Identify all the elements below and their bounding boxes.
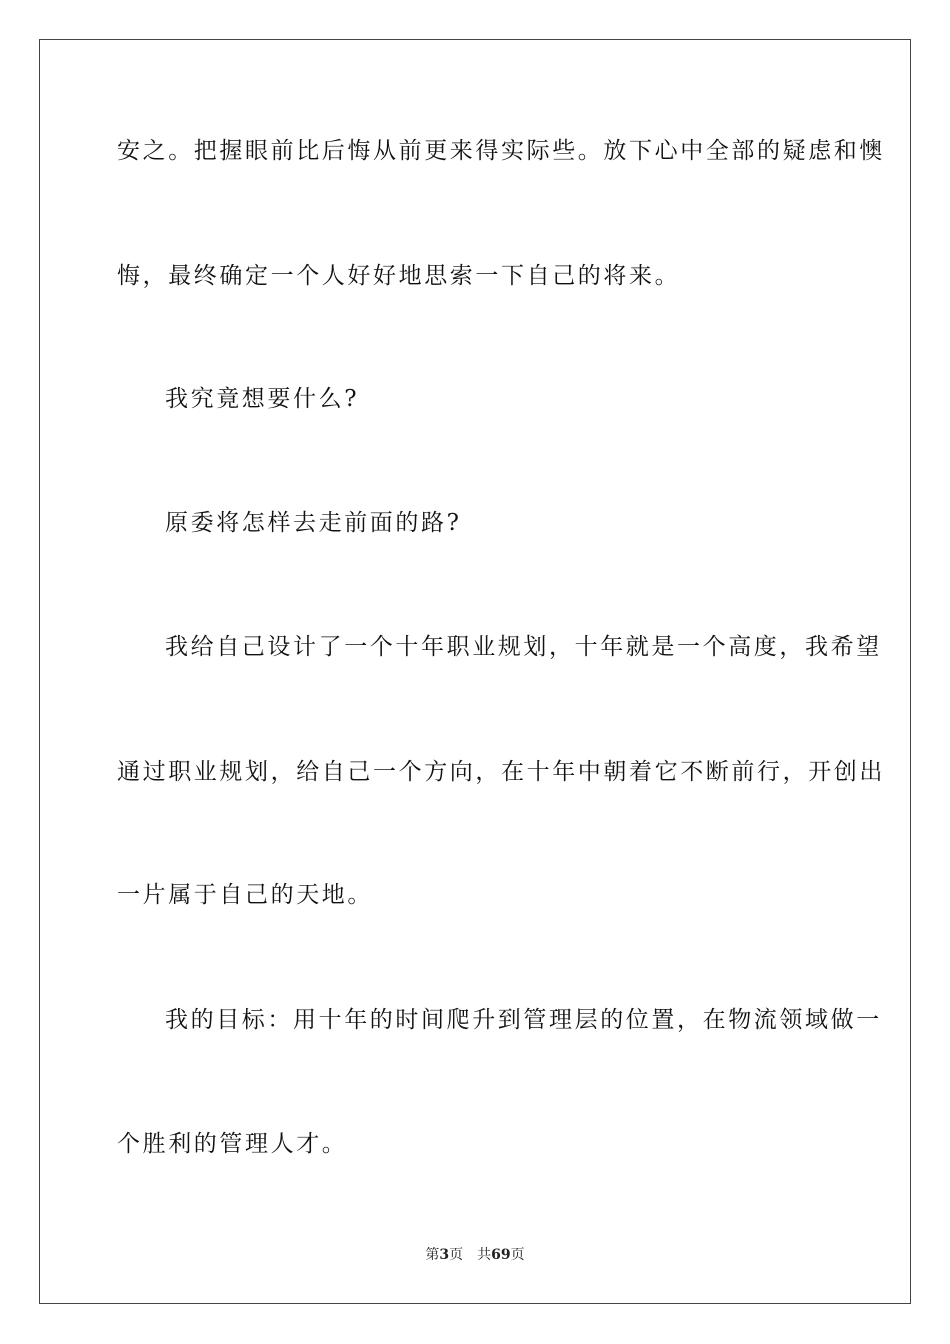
body-line-2: 悔，最终确定一个人好好地思索一下自己的将来。: [117, 263, 681, 289]
footer-total-pages: 69: [491, 1247, 511, 1263]
footer-page-suffix: 页: [449, 1247, 464, 1263]
body-line-7: 一片属于自己的天地。: [117, 882, 373, 908]
footer-page-number: 3: [439, 1247, 450, 1263]
page-footer: [0, 1246, 950, 1264]
body-line-9: 个胜利的管理人才。: [117, 1131, 348, 1157]
footer-total-suffix: 页: [510, 1247, 525, 1263]
paragraph-question-2: 原委将怎样去走前面的路?: [165, 510, 462, 536]
paragraph-question-1: 我究竟想要什么?: [165, 386, 360, 412]
body-line-1: 安之。把握眼前比后悔从前更来得实际些。放下心中全部的疑虑和懊: [117, 138, 885, 164]
footer-page-prefix: 第: [425, 1247, 440, 1263]
body-line-6: 通过职业规划，给自己一个方向，在十年中朝着它不断前行，开创出: [117, 759, 885, 785]
paragraph-goal: 我的目标：用十年的时间爬升到管理层的位置，在物流领域做一: [165, 1007, 882, 1033]
page-border: [39, 39, 911, 1304]
footer-total-prefix: 共: [477, 1247, 492, 1263]
body-line-5: 我给自己设计了一个十年职业规划，十年就是一个高度，我希望: [165, 634, 882, 660]
